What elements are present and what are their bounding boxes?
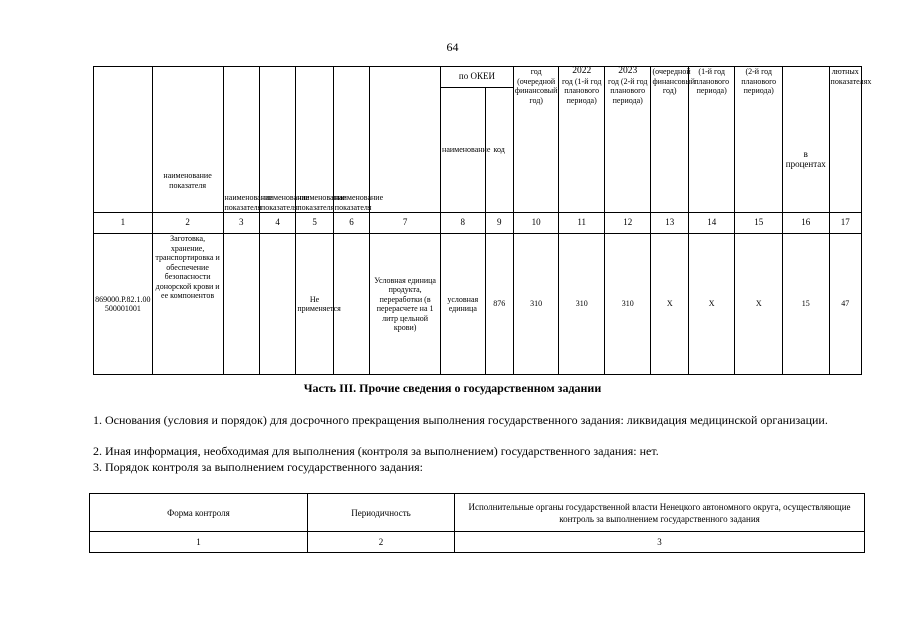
header-authorities: Исполнительные органы государственной власти Ненецкого автономного округа, осуществляющие контроль за выполнением государственного задания — [455, 494, 865, 532]
column-number-row — [94, 213, 862, 234]
cell-service-content: Заготовка, хранение, транспортировка и обеспечение безопасности донорской крови и ее компонентов — [152, 234, 223, 375]
header-col-15: (2-й год планового периода) — [735, 67, 783, 213]
cell-indicator-name: Условная единица продукта, переработки (в перерасчете на 1 литр цельной крови) — [370, 234, 441, 375]
column-number-10: 10 — [513, 213, 559, 234]
column-number-6: 6 — [333, 213, 369, 234]
header-col-10: год (очередной финансовый год) — [513, 67, 559, 213]
column-number-1: 1 — [94, 213, 153, 234]
cell-col-14: X — [688, 234, 735, 375]
column-number-15: 15 — [735, 213, 783, 234]
header-col-12: 2023 год (2-й год планового периода) — [604, 67, 651, 213]
header-col-13: (очередной финансовый год) — [651, 67, 688, 213]
header-cell-1 — [94, 67, 153, 213]
header-okei-code: код — [485, 88, 513, 213]
column-number-3: 3 — [223, 213, 259, 234]
control-number-3: 3 — [455, 532, 865, 553]
cell-deviation-absolute: 47 — [829, 234, 861, 375]
header-percent: в процентах — [783, 67, 830, 213]
column-number-16: 16 — [783, 213, 830, 234]
header-col-17: лютных показателях — [829, 67, 861, 213]
header-col-3: наименование показателя — [223, 67, 259, 213]
control-number-2: 2 — [308, 532, 455, 553]
column-number-9: 9 — [485, 213, 513, 234]
cell-value-2022: 310 — [559, 234, 605, 375]
cell-unit-name: условная единица — [441, 234, 486, 375]
header-col-5: наименование показателя — [296, 67, 333, 213]
cell-unit-code: 876 — [485, 234, 513, 375]
cell-deviation-percent: 15 — [783, 234, 830, 375]
paragraph-2: 2. Иная информация, необходимая для выполнения (контроля за выполнением) государственного задания: нет. — [93, 444, 659, 458]
cell-col-5: Не применяется — [296, 234, 333, 375]
column-number-8: 8 — [441, 213, 486, 234]
header-control-form: Форма контроля — [90, 494, 308, 532]
header-col-4: наименование показателя — [259, 67, 295, 213]
cell-value-current: 310 — [513, 234, 559, 375]
column-number-4: 4 — [259, 213, 295, 234]
header-okei: по ОКЕИ — [441, 67, 514, 88]
column-number-11: 11 — [559, 213, 605, 234]
service-volume-table — [93, 66, 872, 375]
part-title: Часть III. Прочие сведения о государственном задании — [303, 381, 602, 395]
cell-col-15: X — [735, 234, 783, 375]
control-table — [89, 493, 865, 553]
column-number-14: 14 — [688, 213, 735, 234]
header-periodicity: Периодичность — [308, 494, 455, 532]
header-col-6: наименование показателя — [333, 67, 369, 213]
column-number-2: 2 — [152, 213, 223, 234]
header-col-11: 2022 год (1-й год планового периода) — [559, 67, 605, 213]
paragraph-3: 3. Порядок контроля за выполнением государственного задания: — [93, 460, 423, 474]
header-indicator-name: наименование показателя — [152, 67, 223, 213]
column-number-13: 13 — [651, 213, 688, 234]
cell-col-13: X — [651, 234, 688, 375]
column-number-5: 5 — [296, 213, 333, 234]
page-number: 64 — [446, 40, 459, 54]
cell-col-4 — [259, 234, 295, 375]
column-number-7: 7 — [370, 213, 441, 234]
column-number-12: 12 — [604, 213, 651, 234]
control-number-1: 1 — [90, 532, 308, 553]
header-okei-name: наименование — [441, 88, 486, 213]
cell-registry-number: 869000.Р.82.1.00500001001 — [94, 234, 153, 375]
table-row — [94, 234, 862, 375]
header-cell-7 — [370, 67, 441, 213]
column-number-17: 17 — [829, 213, 861, 234]
cell-value-2023: 310 — [604, 234, 651, 375]
header-col-14: (1-й год планового периода) — [688, 67, 735, 213]
cell-col-3 — [223, 234, 259, 375]
paragraph-1: 1. Основания (условия и порядок) для досрочного прекращения выполнения государственного задания: ликвидация медицинской организации. — [93, 413, 828, 427]
